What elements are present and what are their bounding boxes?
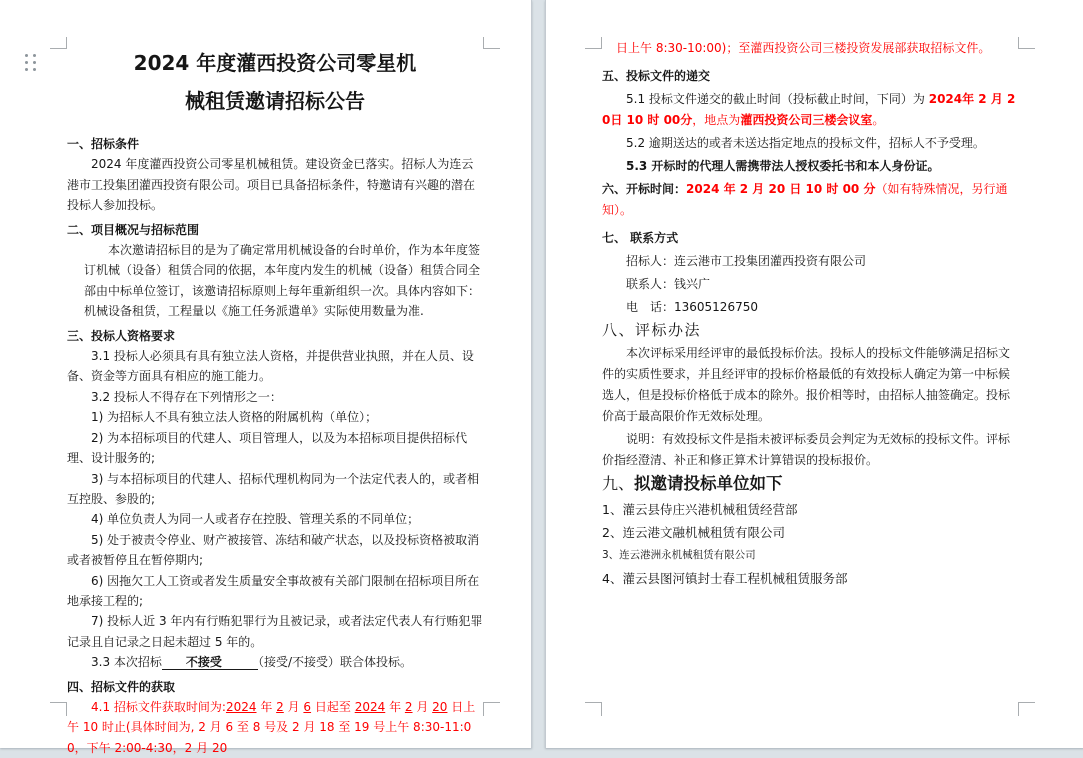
paragraph: 3.2 投标人不得存在下列情形之一：: [67, 389, 282, 404]
margin-crop-mark-bottom-left: [585, 702, 602, 716]
contact-person: 联系人：钱兴广: [602, 277, 711, 291]
contact-phone: 电 话：13605126750: [602, 300, 758, 314]
paragraph: 4) 单位负责人为同一人或者存在控股、管理关系的不同单位；: [67, 512, 420, 527]
contact-tenderer: 招标人：连云港市工投集团灌西投资有限公司: [602, 254, 867, 268]
paragraph-deadline: 5.1 投标文件递交的截止时间（投标截止时间，下同）为 2024年 2 月 20日 10 时 00分，地点为灌西投资公司三楼会议室。: [602, 92, 1016, 127]
invited-bidder-item-3: 3、连云港洲永机械租赁有限公司: [602, 549, 756, 561]
paragraph-continued: 日上午 8:30-10:00)；至灌西投资公司三楼投资发展部获取招标文件。: [616, 41, 991, 55]
paragraph: 2) 为本招标项目的代建人、项目管理人，以及为本招标项目提供招标代理、设计服务的;: [67, 430, 468, 466]
margin-crop-mark-bottom-right: [483, 702, 500, 716]
paragraph-bid-opening-time: 六、开标时间：2024 年 2 月 20 日 10 时 00 分（如有特殊情况，另行通知）。: [602, 182, 1008, 217]
paragraph: 本次邀请招标目的是为了确定常用机械设备的台时单价，作为本年度签订机械（设备）租赁合同的依据，本年度内发生的机械（设备）租赁合同全部由中标单位签订，该邀请招标原则上每年重新组织一次。具体内容如下：机械设备租赁，工程量以《施工任务派遣单》实际使用数量为准.: [84, 243, 481, 319]
paragraph: 5.3 开标时的代理人需携带法人授权委托书和本人身份证。: [602, 159, 940, 173]
margin-crop-mark-bottom-left: [50, 702, 67, 716]
paragraph: 3.1 投标人必须具有具有独立法人资格，并提供营业执照，并在人员、设备、资金等方面具有相应的施工能力。: [67, 349, 474, 384]
section-heading-2: 二、项目概况与招标范围: [67, 222, 200, 237]
margin-crop-mark-top-right: [1018, 37, 1035, 49]
paragraph-document-obtain-time: 4.1 招标文件获取时间为:2024 年 2 月 6 日起至 2024 年 2 月 20 日上午 10 时止(具体时间为, 2 月 6 至 8 号及 2 月 18 至 19 号上午 8:30-11:00，下午 2:00-4:30，2 月 20: [67, 699, 476, 755]
margin-crop-mark-top-left: [585, 37, 602, 49]
section-heading-5: 五、投标文件的递交: [602, 69, 711, 83]
section-heading-9: 九、拟邀请投标单位如下: [602, 474, 783, 493]
paragraph: 1) 为招标人不具有独立法人资格的附属机构（单位）；: [67, 410, 378, 425]
paragraph: 5) 处于被责令停业、财产被接管、冻结和破产状态，以及投标资格被取消或者被暂停且在暂停期内;: [67, 532, 480, 568]
page1-content: [67, 44, 483, 758]
invited-bidder-item-1: 1、灌云县侍庄兴港机械租赁经营部: [602, 502, 798, 517]
section-heading-1: 一、招标条件: [67, 137, 140, 151]
paragraph-joint-bid: 3.3 本次招标 不接受 （接受/不接受）联合体投标。: [67, 655, 412, 670]
invited-bidder-item-4: 4、灌云县图河镇封士春工程机械租赁服务部: [602, 571, 848, 586]
section-heading-3: 三、投标人资格要求: [67, 328, 176, 343]
document-title-line-1: 2024 年度灌西投资公司零星机: [133, 51, 417, 75]
invited-bidder-item-2: 2、连云港文融机械租赁有限公司: [602, 525, 785, 540]
paragraph: 3) 与本招标项目的代建人、招标代理机构同为一个法定代表人的，或者相互控股、参股的;: [67, 471, 480, 506]
paragraph-note: 说明：有效投标文件是指未被评标委员会判定为无效标的投标文件。评标价指经澄清、补正和修正算术计算错误的投标报价。: [602, 432, 1011, 467]
paragraph: 本次评标采用经评审的最低投标价法。投标人的投标文件能够满足招标文件的实质性要求，并且经评审的投标价格最低的有效投标人确定为第一中标候选人，但是投标价格低于成本的除外。报价相等时，由招标人抽签确定。投标价高于最高限价作无效标处理。: [602, 346, 1011, 423]
section-heading-7: 七、 联系方式: [602, 231, 679, 245]
document-title-line-2: 械租赁邀请招标公告: [185, 89, 365, 113]
page-1[interactable]: [0, 0, 532, 755]
margin-crop-mark-top-left: [50, 37, 67, 49]
paragraph: 2024 年度灌西投资公司零星机械租赁。建设资金已落实。招标人为连云港市工投集团灌西投资有限公司。项目已具备招标条件，特邀请有兴趣的潜在投标人参加投标。: [67, 157, 476, 213]
section-heading-8: 八、评标办法: [602, 321, 702, 339]
margin-crop-mark-top-right: [483, 37, 500, 49]
drag-handle-icon[interactable]: [25, 54, 36, 71]
page2-content: [602, 36, 1020, 589]
margin-crop-mark-bottom-right: [1018, 702, 1035, 716]
paragraph: 7) 投标人近 3 年内有行贿犯罪行为且被记录，或者法定代表人有行贿犯罪记录且自记录之日起未超过 5 年的。: [67, 614, 483, 649]
paragraph: 5.2 逾期送达的或者未送达指定地点的投标文件，招标人不予受理。: [602, 136, 985, 150]
section-heading-4: 四、招标文件的获取: [67, 679, 176, 694]
page-2[interactable]: [545, 0, 1083, 748]
paragraph: 6) 因拖欠工人工资或者发生质量安全事故被有关部门限制在招标项目所在地承接工程的;: [67, 573, 480, 608]
